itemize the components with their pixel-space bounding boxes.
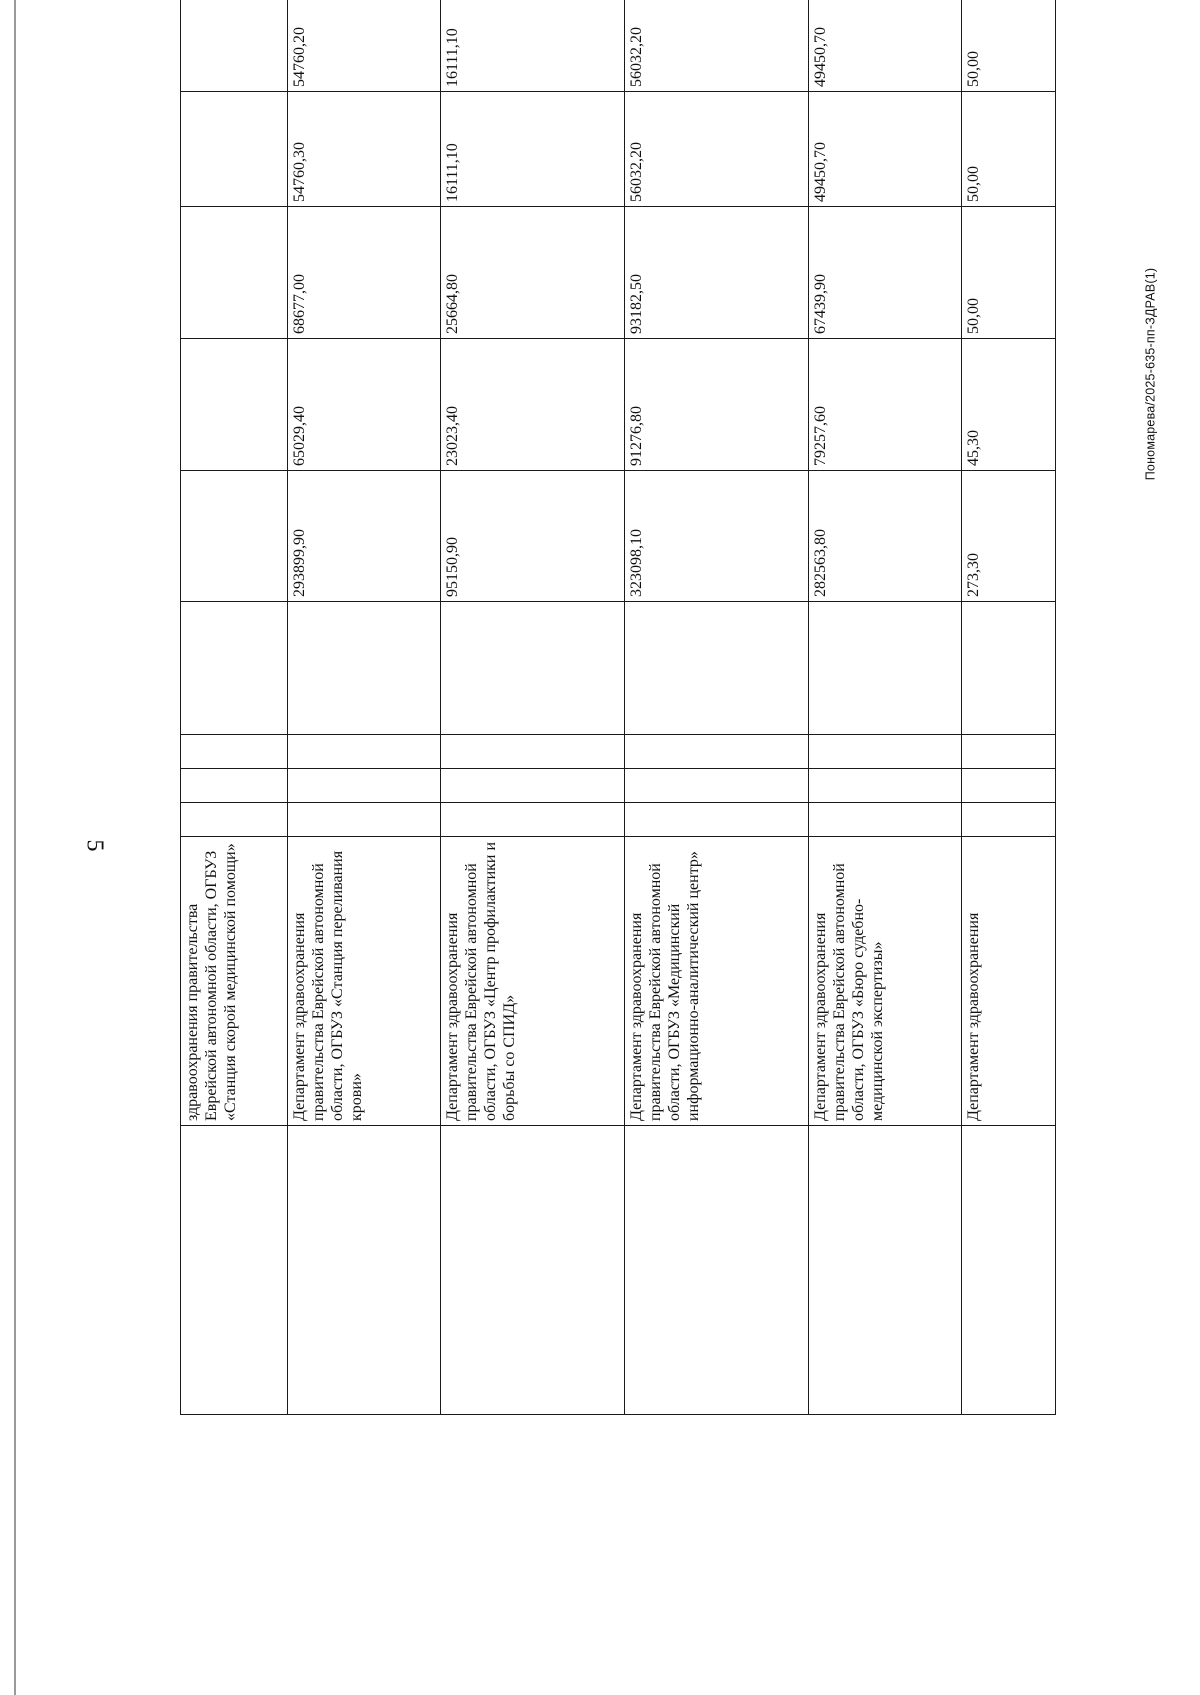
table-row bbox=[288, 0, 441, 1415]
amount-cell: 282563,80 bbox=[809, 471, 962, 602]
amount-cell: 95150,90 bbox=[441, 471, 625, 602]
amount-cell: 65029,40 bbox=[288, 339, 441, 471]
amount-cell: 45,30 bbox=[962, 339, 1056, 471]
empty-cell bbox=[441, 1126, 625, 1415]
amount-cell: 67439,90 bbox=[809, 207, 962, 339]
amount-cell: 323098,10 bbox=[625, 471, 809, 602]
empty-cell bbox=[625, 769, 809, 803]
amount-cell: 16111,10 bbox=[441, 0, 625, 92]
table-row bbox=[441, 0, 625, 1415]
empty-cell bbox=[181, 735, 288, 769]
empty-cell bbox=[962, 769, 1056, 803]
amount-cell bbox=[181, 0, 288, 92]
empty-cell bbox=[288, 602, 441, 735]
amount-cell: 68677,00 bbox=[288, 207, 441, 339]
budget-table-container bbox=[180, 27, 1055, 1415]
amount-cell: 50,00 bbox=[962, 0, 1056, 92]
organization-cell: Департамент здравоохранения правительства Еврейской автономной области, ОГБУЗ «Бюро судебно-медицинской экспертизы» bbox=[809, 837, 962, 1126]
empty-cell bbox=[288, 735, 441, 769]
amount-cell: 56032,20 bbox=[625, 0, 809, 92]
empty-cell bbox=[288, 803, 441, 837]
organization-cell: Департамент здравоохранения правительства Еврейской автономной области, ОГБУЗ «Станция переливания крови» bbox=[288, 837, 441, 1126]
amount-cell: 50,00 bbox=[962, 207, 1056, 339]
empty-cell bbox=[625, 1126, 809, 1415]
empty-cell bbox=[181, 769, 288, 803]
amount-cell: 16111,10 bbox=[441, 92, 625, 207]
empty-cell bbox=[962, 602, 1056, 735]
table-row bbox=[962, 0, 1056, 1415]
empty-cell bbox=[809, 1126, 962, 1415]
empty-cell bbox=[441, 803, 625, 837]
empty-cell bbox=[625, 735, 809, 769]
amount-cell: 25664,80 bbox=[441, 207, 625, 339]
empty-cell bbox=[181, 1126, 288, 1415]
organization-cell: Департамент здравоохранения правительства Еврейской автономной области, ОГБУЗ «Медицинский информационно-аналитический центр» bbox=[625, 837, 809, 1126]
empty-cell bbox=[625, 602, 809, 735]
document-code bbox=[1138, 104, 1162, 644]
empty-cell bbox=[625, 803, 809, 837]
amount-cell: 293899,90 bbox=[288, 471, 441, 602]
budget-table bbox=[180, 0, 1056, 1415]
empty-cell bbox=[441, 769, 625, 803]
document-code-text: Пономарева/2025-635-пп-ЗДРАВ(1) bbox=[1143, 267, 1157, 481]
table-body bbox=[181, 0, 1056, 1415]
organization-cell: Департамент здравоохранения правительства Еврейской автономной области, ОГБУЗ «Центр профилактики и борьбы со СПИД» bbox=[441, 837, 625, 1126]
empty-cell bbox=[441, 735, 625, 769]
table-row bbox=[625, 0, 809, 1415]
organization-cell: здравоохранения правительства Еврейской автономной области, ОГБУЗ «Станция скорой медицинской помощи» bbox=[181, 837, 288, 1126]
scan-edge-line bbox=[14, 0, 16, 1695]
amount-cell: 56032,20 bbox=[625, 92, 809, 207]
empty-cell bbox=[181, 602, 288, 735]
amount-cell bbox=[181, 207, 288, 339]
amount-cell: 93182,50 bbox=[625, 207, 809, 339]
organization-cell: Департамент здравоохранения bbox=[962, 837, 1056, 1126]
amount-cell: 49450,70 bbox=[809, 92, 962, 207]
empty-cell bbox=[809, 769, 962, 803]
page-number: 5 bbox=[81, 839, 108, 852]
empty-cell bbox=[962, 803, 1056, 837]
amount-cell: 79257,60 bbox=[809, 339, 962, 471]
amount-cell bbox=[181, 471, 288, 602]
table-row bbox=[809, 0, 962, 1415]
amount-cell: 23023,40 bbox=[441, 339, 625, 471]
amount-cell: 273,30 bbox=[962, 471, 1056, 602]
amount-cell: 54760,20 bbox=[288, 0, 441, 92]
empty-cell bbox=[288, 769, 441, 803]
amount-cell: 50,00 bbox=[962, 92, 1056, 207]
amount-cell bbox=[181, 92, 288, 207]
amount-cell: 91276,80 bbox=[625, 339, 809, 471]
empty-cell bbox=[962, 1126, 1056, 1415]
empty-cell bbox=[809, 803, 962, 837]
empty-cell bbox=[809, 735, 962, 769]
empty-cell bbox=[962, 735, 1056, 769]
empty-cell bbox=[181, 803, 288, 837]
empty-cell bbox=[288, 1126, 441, 1415]
table-row bbox=[181, 0, 288, 1415]
amount-cell: 49450,70 bbox=[809, 0, 962, 92]
empty-cell bbox=[441, 602, 625, 735]
amount-cell bbox=[181, 339, 288, 471]
amount-cell: 54760,30 bbox=[288, 92, 441, 207]
empty-cell bbox=[809, 602, 962, 735]
